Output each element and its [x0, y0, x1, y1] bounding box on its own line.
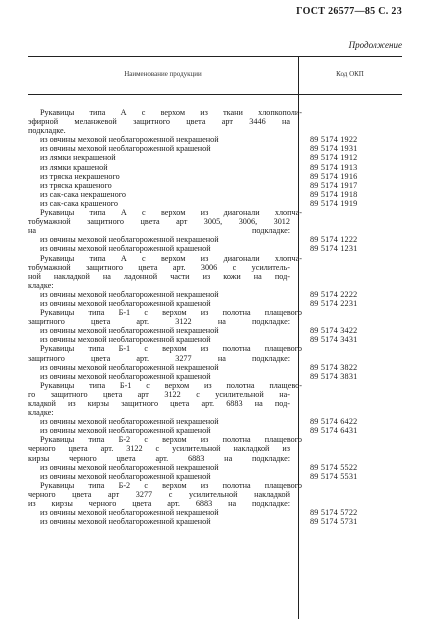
- table-row: [28, 372, 402, 381]
- table-row: [28, 399, 402, 408]
- table-row: [28, 517, 402, 526]
- table-row: [28, 153, 402, 162]
- table-row: [28, 163, 402, 172]
- table-row: [28, 472, 402, 481]
- product-code: 89 5174 1913: [310, 162, 358, 172]
- table-row: [28, 317, 402, 326]
- product-name: из овчины меховой необлагороженной крашеной: [40, 426, 211, 436]
- product-name: Рукавицы типа А с верхом из диагонали хлопча-: [40, 253, 302, 263]
- product-name: из овчины меховой необлагороженной некрашеной: [40, 289, 219, 299]
- table-row: [28, 454, 402, 463]
- table-row: [28, 435, 402, 444]
- table-row: [28, 135, 402, 144]
- product-name: из овчины меховой необлагороженной некрашеной: [40, 135, 219, 145]
- product-code: 89 5174 1916: [310, 171, 358, 181]
- product-name: кладкой из кирзы защитного цвета арт. 6883 на под-: [28, 399, 290, 408]
- product-code: 89 5174 1919: [310, 198, 358, 208]
- product-name: Рукавицы типа А с верхом из ткани хлопкополи-: [40, 108, 302, 117]
- product-code: 89 5174 5531: [310, 471, 358, 481]
- table-row: [28, 263, 402, 272]
- table-row: [28, 463, 402, 472]
- table-row: [28, 244, 402, 253]
- product-name: из овчины меховой необлагороженной крашеной: [40, 144, 211, 154]
- product-code: 89 5174 3822: [310, 362, 358, 372]
- product-code: 89 5174 3422: [310, 326, 358, 336]
- product-name: из овчины меховой необлагороженной некрашеной: [40, 326, 219, 336]
- table-row: [28, 481, 402, 490]
- table-row: [28, 199, 402, 208]
- table-row: [28, 499, 402, 508]
- table-row: [28, 426, 402, 435]
- table-row: [28, 126, 402, 135]
- product-name: тобумажной защитного цвета арт. 3006 с усилитель-: [28, 262, 290, 272]
- product-code: 89 5174 2222: [310, 289, 358, 299]
- table-row: [28, 308, 402, 317]
- product-name: из кирзы черного цвета арт. 6883 на подкладке:: [28, 499, 290, 509]
- table-row: [28, 508, 402, 517]
- table-row: [28, 254, 402, 263]
- product-name: Рукавицы типа Б-2 с верхом из полотна плащевого: [40, 480, 302, 490]
- product-name: го защитного цвета арт 3122 с усилительной на-: [28, 389, 290, 399]
- table-row: [28, 208, 402, 217]
- product-code: 89 5174 1922: [310, 135, 358, 145]
- product-name: из тряска некрашеного: [40, 171, 120, 181]
- table-row: [28, 290, 402, 299]
- product-name: Рукавицы типа А с верхом из диагонали хлопча-: [40, 208, 302, 218]
- table-row: [28, 226, 402, 235]
- table-body: [28, 108, 402, 526]
- table-row: [28, 390, 402, 399]
- product-name: из лямки некрашеной: [40, 153, 116, 163]
- continued-label: Продолжение: [348, 40, 402, 50]
- table-row: [28, 335, 402, 344]
- product-name: из тряска крашеного: [40, 180, 112, 190]
- table-row: [28, 363, 402, 372]
- table-row: [28, 181, 402, 190]
- product-code: 89 5174 1231: [310, 244, 358, 254]
- table-row: [28, 408, 402, 417]
- table-row: [28, 217, 402, 226]
- product-name: черного цвета арт. 3122 с усилительной накладкой из: [28, 444, 290, 454]
- product-name: из сак-сака некрашеного: [40, 189, 127, 199]
- product-code: 89 5174 1917: [310, 180, 358, 190]
- product-name: кладке:: [28, 408, 54, 418]
- table-row: [28, 190, 402, 199]
- table-row: [28, 326, 402, 335]
- table-row: [28, 417, 402, 426]
- table-row: [28, 381, 402, 390]
- product-name: на подкладке:: [28, 226, 290, 236]
- product-code: 89 5174 5731: [310, 517, 358, 527]
- product-name: черного цвета арт 3277 с усилительной накладкой: [28, 489, 290, 499]
- product-name: Рукавицы типа Б-1 с верхом из полотна плащевого: [40, 308, 302, 318]
- product-name: тобумажной защитного цвета арт 3005, 3006, 3012: [28, 217, 290, 227]
- table-row: [28, 144, 402, 153]
- product-name: Рукавицы типа Б-1 с верхом из полотна плащевого: [40, 344, 302, 354]
- table-row: [28, 299, 402, 308]
- table-row: [28, 235, 402, 244]
- product-code: 89 5174 5722: [310, 508, 358, 518]
- product-name: кирзы черного цвета арт. 6883 на подкладке:: [28, 453, 290, 463]
- product-code: 89 5174 1931: [310, 144, 358, 154]
- product-name: из сак-сака крашеного: [40, 198, 119, 208]
- product-code: 89 5174 6422: [310, 417, 358, 427]
- product-code: 89 5174 6431: [310, 426, 358, 436]
- product-code: 89 5174 2231: [310, 298, 358, 308]
- table-row: [28, 281, 402, 290]
- product-name: из овчины меховой необлагороженной крашеной: [40, 244, 211, 254]
- product-name: подкладке.: [28, 126, 66, 136]
- table-row: [28, 272, 402, 281]
- product-name: из овчины меховой необлагороженной крашеной: [40, 471, 211, 481]
- product-name: из овчины меховой необлагороженной некрашеной: [40, 235, 219, 245]
- product-table: [28, 56, 402, 619]
- product-name: эфирной меланжевой защитного цвета арт 3446 на: [28, 117, 290, 127]
- product-code: 89 5174 3831: [310, 371, 358, 381]
- table-header: [28, 57, 402, 95]
- table-row: [28, 444, 402, 453]
- table-row: [28, 172, 402, 181]
- product-name: ной накладкой на ладонной части из кожи на под-: [28, 271, 290, 281]
- product-name: из овчины меховой необлагороженной некрашеной: [40, 508, 219, 518]
- product-code: 89 5174 1918: [310, 189, 358, 199]
- product-name: из овчины меховой необлагороженной крашеной: [40, 517, 211, 527]
- column-header-name: Наименование продукции: [124, 70, 202, 78]
- page-header: ГОСТ 26577—85 С. 23: [296, 6, 402, 17]
- product-name: из овчины меховой необлагороженной некрашеной: [40, 362, 219, 372]
- product-name: кладке:: [28, 280, 54, 290]
- product-code: 89 5174 3431: [310, 335, 358, 345]
- product-name: из овчины меховой необлагороженной крашеной: [40, 298, 211, 308]
- product-name: Рукавицы типа Б-2 с верхом из полотна плащевого: [40, 435, 302, 445]
- product-name: Рукавицы типа Б-1 с верхом из полотна плащево-: [40, 380, 302, 390]
- table-row: [28, 344, 402, 353]
- table-row: [28, 117, 402, 126]
- product-name: защитного цвета арт. 3277 на подкладке:: [28, 353, 290, 363]
- table-row: [28, 490, 402, 499]
- product-name: из овчины меховой необлагороженной некрашеной: [40, 417, 219, 427]
- product-name: из лямки крашеной: [40, 162, 108, 172]
- product-code: 89 5174 5522: [310, 462, 358, 472]
- product-name: из овчины меховой необлагороженной крашеной: [40, 371, 211, 381]
- product-name: защитного цвета арт. 3122 на подкладке:: [28, 317, 290, 327]
- product-name: из овчины меховой необлагороженной некрашеной: [40, 462, 219, 472]
- product-code: 89 5174 1912: [310, 153, 358, 163]
- product-name: из овчины меховой необлагороженной крашеной: [40, 335, 211, 345]
- table-row: [28, 108, 402, 117]
- table-row: [28, 354, 402, 363]
- column-header-code: Код ОКП: [336, 70, 364, 78]
- product-code: 89 5174 1222: [310, 235, 358, 245]
